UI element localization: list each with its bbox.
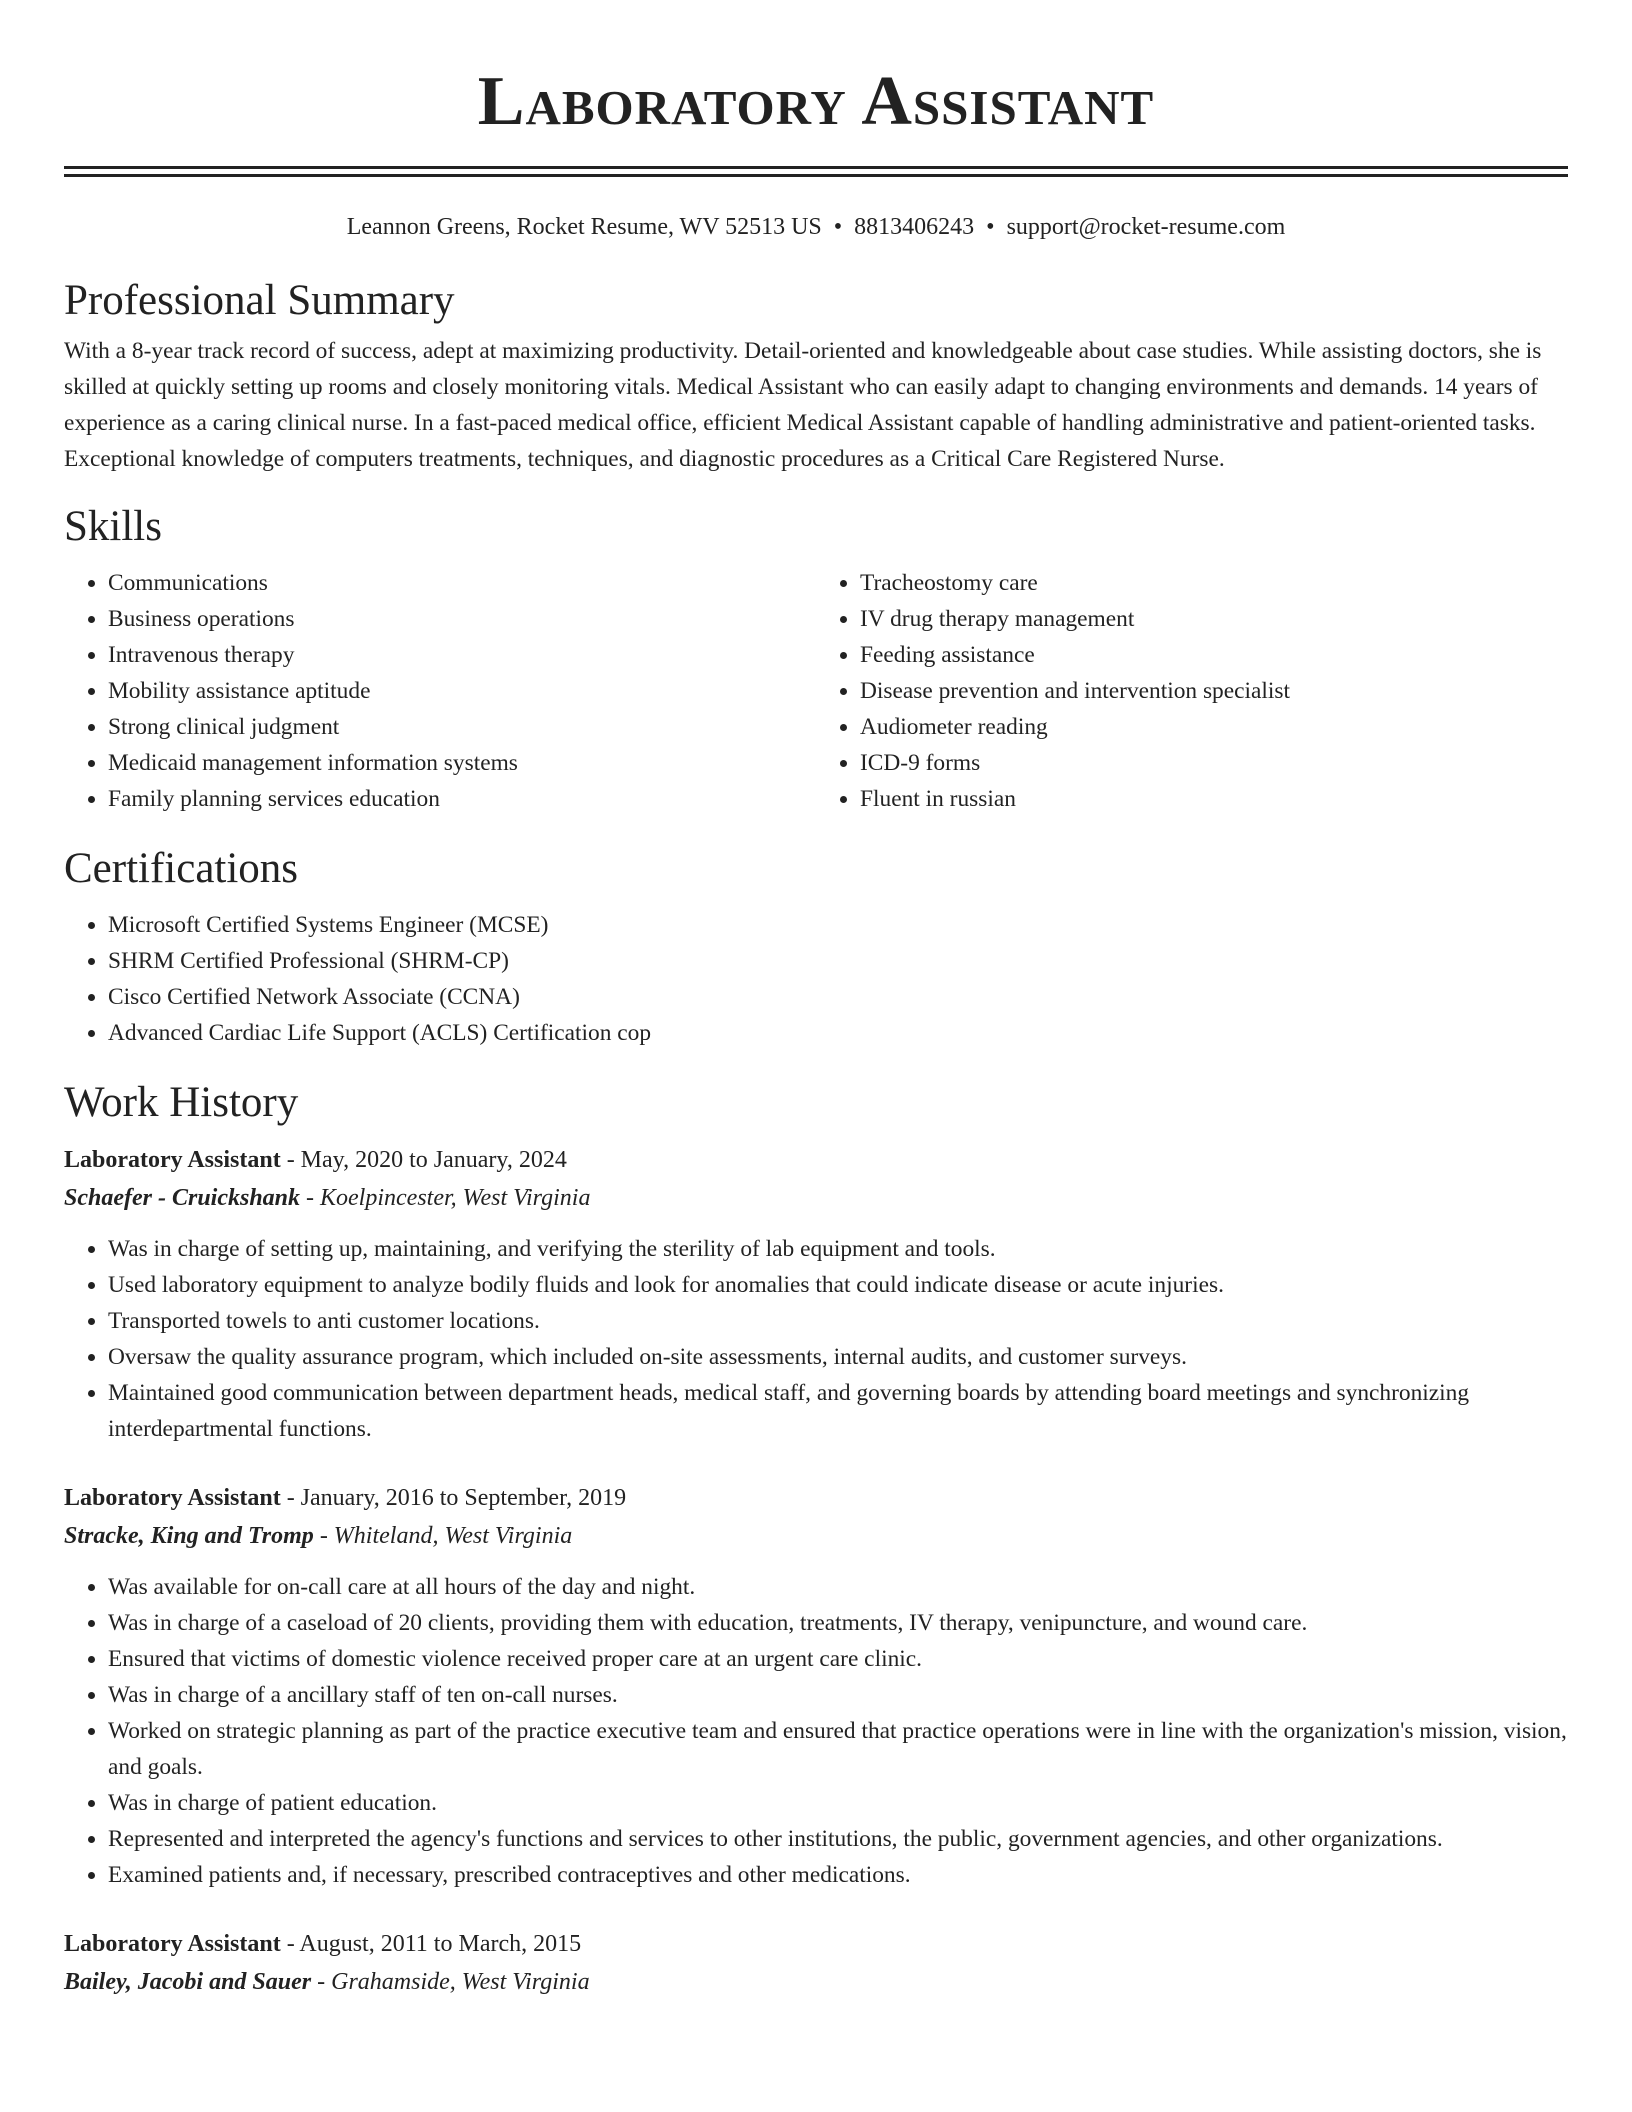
skill-item: • Fluent in russian bbox=[860, 781, 1568, 817]
certification-item: • SHRM Certified Professional (SHRM-CP) bbox=[108, 943, 1568, 979]
certifications-list bbox=[64, 907, 1568, 1051]
contact-email: support@rocket-resume.com bbox=[1006, 214, 1286, 240]
skill-item: • Business operations bbox=[108, 601, 816, 637]
job-location: - Whiteland, West Virginia bbox=[313, 1523, 573, 1549]
certification-item: • Cisco Certified Network Associate (CCNA) bbox=[108, 979, 1568, 1015]
job-title-line bbox=[64, 1925, 1568, 1963]
summary-heading: Professional Summary bbox=[64, 277, 455, 324]
skill-item: • Mobility assistance aptitude bbox=[108, 673, 816, 709]
summary-text: With a 8-year track record of success, adept at maximizing productivity. Detail-oriented and knowledgeable about case studies. While assisting doctors, she is skilled at quickly setting up rooms and closely monitoring vitals. Medical Assistant who can easily adapt to changing environments and demands. 14 years of experience as a caring clinical nurse. In a fast-paced medical office, efficient Medical Assistant capable of handling administrative and patient-oriented tasks. Exceptional knowledge of computers treatments, techniques, and diagnostic procedures as a Critical Care Registered Nurse. bbox=[64, 338, 1542, 472]
job-company: Bailey, Jacobi and Sauer bbox=[64, 1969, 312, 1995]
job-title: Laboratory Assistant bbox=[64, 1931, 281, 1957]
job-bullet: • Oversaw the quality assurance program, which included on-site assessments, internal audits, and customer surveys. bbox=[108, 1339, 1568, 1375]
skill-item: • Family planning services education bbox=[108, 781, 816, 817]
title-divider-thick bbox=[64, 166, 1568, 169]
job-title: Laboratory Assistant bbox=[64, 1147, 281, 1173]
job-title: Laboratory Assistant bbox=[64, 1485, 281, 1511]
job-bullet: • Was in charge of setting up, maintaining, and verifying the sterility of lab equipment and tools. bbox=[108, 1231, 1568, 1267]
job-dates: - January, 2016 to September, 2019 bbox=[280, 1485, 627, 1511]
job-bullet: • Used laboratory equipment to analyze bodily fluids and look for anomalies that could indicate disease or acute injuries. bbox=[108, 1267, 1568, 1303]
contact-separator: • bbox=[833, 214, 843, 240]
resume-title: Laboratory Assistant bbox=[477, 63, 1155, 140]
skill-item: • Strong clinical judgment bbox=[108, 709, 816, 745]
job-location: - Koelpincester, West Virginia bbox=[300, 1185, 591, 1211]
skill-item: • Intravenous therapy bbox=[108, 637, 816, 673]
skill-item: • Disease prevention and intervention specialist bbox=[860, 673, 1568, 709]
job-bullets bbox=[64, 1569, 1568, 1893]
resume-page bbox=[64, 0, 1568, 2001]
certification-item: • Microsoft Certified Systems Engineer (MCSE) bbox=[108, 907, 1568, 943]
job-bullet: • Ensured that victims of domestic violence received proper care at an urgent care clinic. bbox=[108, 1641, 1568, 1677]
skills-column-left bbox=[64, 565, 816, 817]
contact-line bbox=[64, 211, 1568, 243]
job-title-line bbox=[64, 1479, 1568, 1517]
title-divider-thin bbox=[64, 174, 1568, 177]
certification-item: • Advanced Cardiac Life Support (ACLS) Certification cop bbox=[108, 1015, 1568, 1051]
job-bullet: • Was available for on-call care at all hours of the day and night. bbox=[108, 1569, 1568, 1605]
job-bullet: • Examined patients and, if necessary, prescribed contraceptives and other medications. bbox=[108, 1857, 1568, 1893]
job-bullet: • Represented and interpreted the agency's functions and services to other institutions, the public, government agencies, and other organizations. bbox=[108, 1821, 1568, 1857]
job-company: Schaefer - Cruickshank bbox=[64, 1185, 301, 1211]
skills-heading: Skills bbox=[64, 503, 162, 550]
job-company: Stracke, King and Tromp bbox=[64, 1523, 314, 1549]
job-dates: - August, 2011 to March, 2015 bbox=[280, 1931, 582, 1957]
skill-item: • ICD-9 forms bbox=[860, 745, 1568, 781]
job-entry bbox=[64, 1479, 1568, 1893]
job-company-line bbox=[64, 1517, 1568, 1555]
contact-address: Leannon Greens, Rocket Resume, WV 52513 US bbox=[346, 214, 822, 240]
skill-item: • IV drug therapy management bbox=[860, 601, 1568, 637]
certifications-heading: Certifications bbox=[64, 845, 299, 892]
contact-phone: 8813406243 bbox=[854, 214, 975, 240]
job-bullet: • Worked on strategic planning as part of the practice executive team and ensured that practice operations were in line with the organization's mission, vision, and goals. bbox=[108, 1713, 1568, 1785]
job-bullet: • Was in charge of a caseload of 20 clients, providing them with education, treatments, IV therapy, venipuncture, and wound care. bbox=[108, 1605, 1568, 1641]
job-location: - Grahamside, West Virginia bbox=[311, 1969, 590, 1995]
job-bullet: • Transported towels to anti customer locations. bbox=[108, 1303, 1568, 1339]
job-bullet: • Was in charge of patient education. bbox=[108, 1785, 1568, 1821]
job-bullet: • Maintained good communication between department heads, medical staff, and governing boards by attending board meetings and synchronizing interdepartmental functions. bbox=[108, 1375, 1568, 1447]
skills-list bbox=[64, 565, 1568, 817]
job-entry bbox=[64, 1141, 1568, 1447]
job-bullets bbox=[64, 1231, 1568, 1447]
work-history-heading: Work History bbox=[64, 1079, 299, 1126]
skill-item: • Tracheostomy care bbox=[860, 565, 1568, 601]
skill-item: • Communications bbox=[108, 565, 816, 601]
job-company-line bbox=[64, 1963, 1568, 2001]
skills-column-right bbox=[816, 565, 1568, 817]
skill-item: • Medicaid management information systems bbox=[108, 745, 816, 781]
job-title-line bbox=[64, 1141, 1568, 1179]
skill-item: • Audiometer reading bbox=[860, 709, 1568, 745]
job-dates: - May, 2020 to January, 2024 bbox=[280, 1147, 567, 1173]
job-entry bbox=[64, 1925, 1568, 2001]
skill-item: • Feeding assistance bbox=[860, 637, 1568, 673]
job-company-line bbox=[64, 1179, 1568, 1217]
job-bullet: • Was in charge of a ancillary staff of ten on-call nurses. bbox=[108, 1677, 1568, 1713]
contact-separator: • bbox=[986, 214, 995, 240]
